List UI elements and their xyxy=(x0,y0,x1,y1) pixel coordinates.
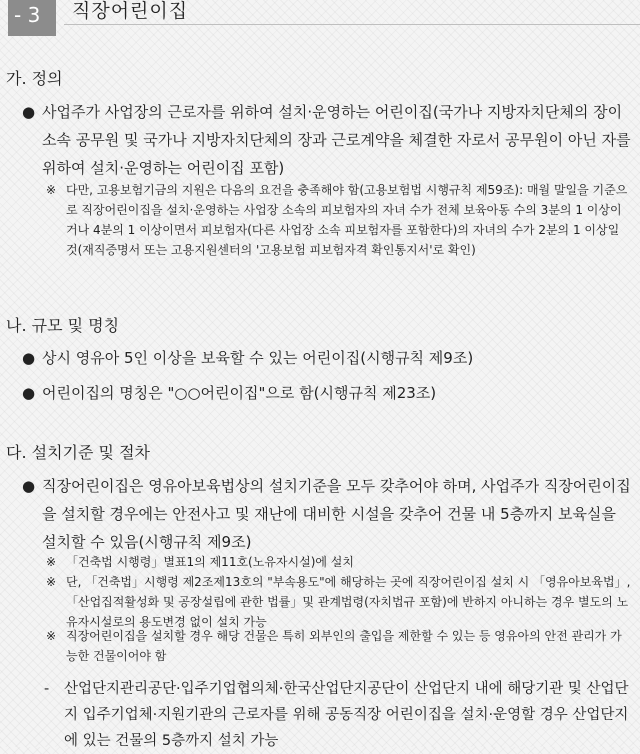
criteria-dash-item xyxy=(44,676,632,754)
note-mark-icon: ※ xyxy=(46,555,57,569)
title-rule xyxy=(64,24,640,25)
page-title: 직장어린이집 xyxy=(72,0,189,22)
bullet-icon: ● xyxy=(22,477,36,495)
section-heading-criteria: 다. 설치기준 및 절차 xyxy=(6,443,150,462)
definition-note xyxy=(46,180,632,260)
bullet-icon: ● xyxy=(22,103,36,121)
criteria-note-text-3: 직장어린이집을 설치할 경우 해당 건물은 특히 외부인의 출입을 제한할 수 있는 등 영유아의 안전 관리가 가능한 건물이어야 함 xyxy=(66,629,622,663)
criteria-note-2 xyxy=(46,572,632,632)
criteria-bullet xyxy=(22,472,632,556)
section-number-badge: - 3 xyxy=(8,0,56,36)
definition-bullet xyxy=(22,98,632,182)
scale-bullet-1 xyxy=(22,344,632,372)
section-heading-scale: 나. 규모 및 명칭 xyxy=(6,316,120,335)
note-mark-icon: ※ xyxy=(46,575,57,589)
definition-note-text: 다만, 고용보험기금의 지원은 다음의 요건을 충족해야 함(고용보험법 시행규칙 제59조): 매월 말일을 기준으로 직장어린이집을 설치·운영하는 사업장 소속의 피보험자의 자녀 수가 전체 보육아동 수의 3분의 1 이상이거나 4분의 1 이상이면서 피보험자(다른 사업장 소속 피보험자를 포함한다)의 자녀의 수가 2분의 1 이상일 것(재직증명서 또는 고용지원센터의 '고용보험 피보험자격 확인통지서'로 확인) xyxy=(66,183,628,257)
dash-mark: - xyxy=(44,681,50,697)
note-mark-icon: ※ xyxy=(46,183,57,197)
scale-bullet-2 xyxy=(22,379,632,407)
scale-text-1: 상시 영유아 5인 이상을 보육할 수 있는 어린이집(시행규칙 제9조) xyxy=(42,349,474,367)
bullet-icon: ● xyxy=(22,349,36,367)
definition-text: 사업주가 사업장의 근로자를 위하여 설치·운영하는 어린이집(국가나 지방자치단체의 장이 소속 공무원 및 국가나 지방자치단체의 장과 근로계약을 체결한 자로서 공무원이 아닌 자를 위하여 설치·운영하는 어린이집 포함) xyxy=(42,103,631,177)
note-mark-icon: ※ xyxy=(46,629,57,643)
criteria-note-text-2: 단, 「건축법」시행령 제2조제13호의 "부속용도"에 해당하는 곳에 직장어린이집 설치 시 「영유아보육법」, 「산업집적활성화 및 공장설립에 관한 법률」및 관계법령(자치법규 포함)에 반하지 아니하는 경우 별도의 노유자시설로의 용도변경 없이 설치 가능 xyxy=(66,575,631,629)
criteria-text: 직장어린이집은 영유아보육법상의 설치기준을 모두 갖추어야 하며, 사업주가 직장어린이집을 설치할 경우에는 안전사고 및 재난에 대비한 시설을 갖추어 건물 내 5층까지 보육실을 설치할 수 있음(시행규칙 제9조) xyxy=(42,477,631,551)
criteria-note-3 xyxy=(46,626,632,666)
section-heading-definition: 가. 정의 xyxy=(6,69,63,88)
criteria-dash-text: 산업단지관리공단·입주기업협의체·한국산업단지공단이 산업단지 내에 해당기관 및 산업단지 입주기업체·지원기관의 근로자를 위해 공동직장 어린이집을 설치·운영할 경우 산업단지에 있는 건물의 5층까지 설치 가능 xyxy=(64,681,629,749)
bullet-icon: ● xyxy=(22,384,36,402)
page-header xyxy=(0,0,640,38)
scale-text-2: 어린이집의 명칭은 "○○어린이집"으로 함(시행규칙 제23조) xyxy=(42,384,437,402)
criteria-note-text-1: 「건축법 시행령」별표1의 제11호(노유자시설)에 설치 xyxy=(66,555,354,569)
criteria-note-1 xyxy=(46,552,632,572)
